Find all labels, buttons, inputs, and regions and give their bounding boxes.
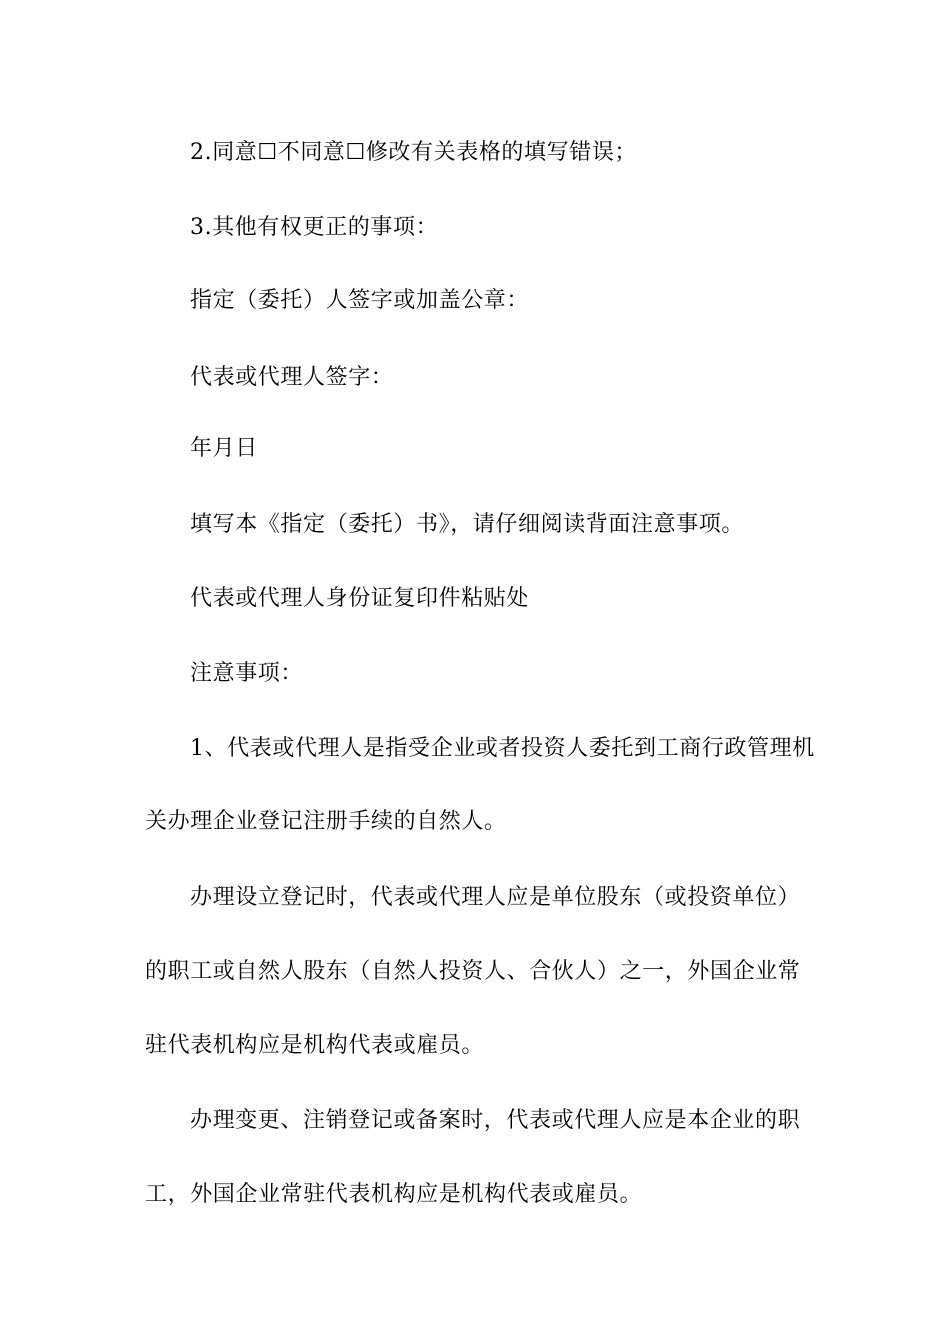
- notes-heading: 注意事项：: [190, 661, 304, 686]
- note-2-line-2: 的职工或自然人股东（自然人投资人、合伙人）之一，外国企业常: [145, 959, 801, 984]
- note-1-line-2: 关办理企业登记注册手续的自然人。: [145, 809, 507, 834]
- paragraph-item-3: 3.其他有权更正的事项：: [190, 215, 439, 240]
- id-copy-paste-area-label: 代表或代理人身份证复印件粘贴处: [190, 586, 530, 611]
- date-line: 年月日: [190, 436, 258, 461]
- agent-signature-line: 代表或代理人签字：: [190, 365, 394, 390]
- reading-instruction: 填写本《指定（委托）书》，请仔细阅读背面注意事项。: [190, 512, 745, 537]
- note-3-line-2: 工，外国企业常驻代表机构应是机构代表或雇员。: [145, 1182, 643, 1207]
- paragraph-item-2: 2.同意☐不同意☐修改有关表格的填写错误；: [190, 140, 638, 165]
- principal-signature-line: 指定（委托）人签字或加盖公章：: [190, 288, 530, 313]
- note-2-line-1: 办理设立登记时，代表或代理人应是单位股东（或投资单位）: [190, 885, 801, 910]
- note-1-line-1: 1、代表或代理人是指受企业或者投资人委托到工商行政管理机: [190, 736, 815, 761]
- note-2-line-3: 驻代表机构应是机构代表或雇员。: [145, 1033, 485, 1058]
- note-3-line-1: 办理变更、注销登记或备案时，代表或代理人应是本企业的职: [190, 1108, 801, 1133]
